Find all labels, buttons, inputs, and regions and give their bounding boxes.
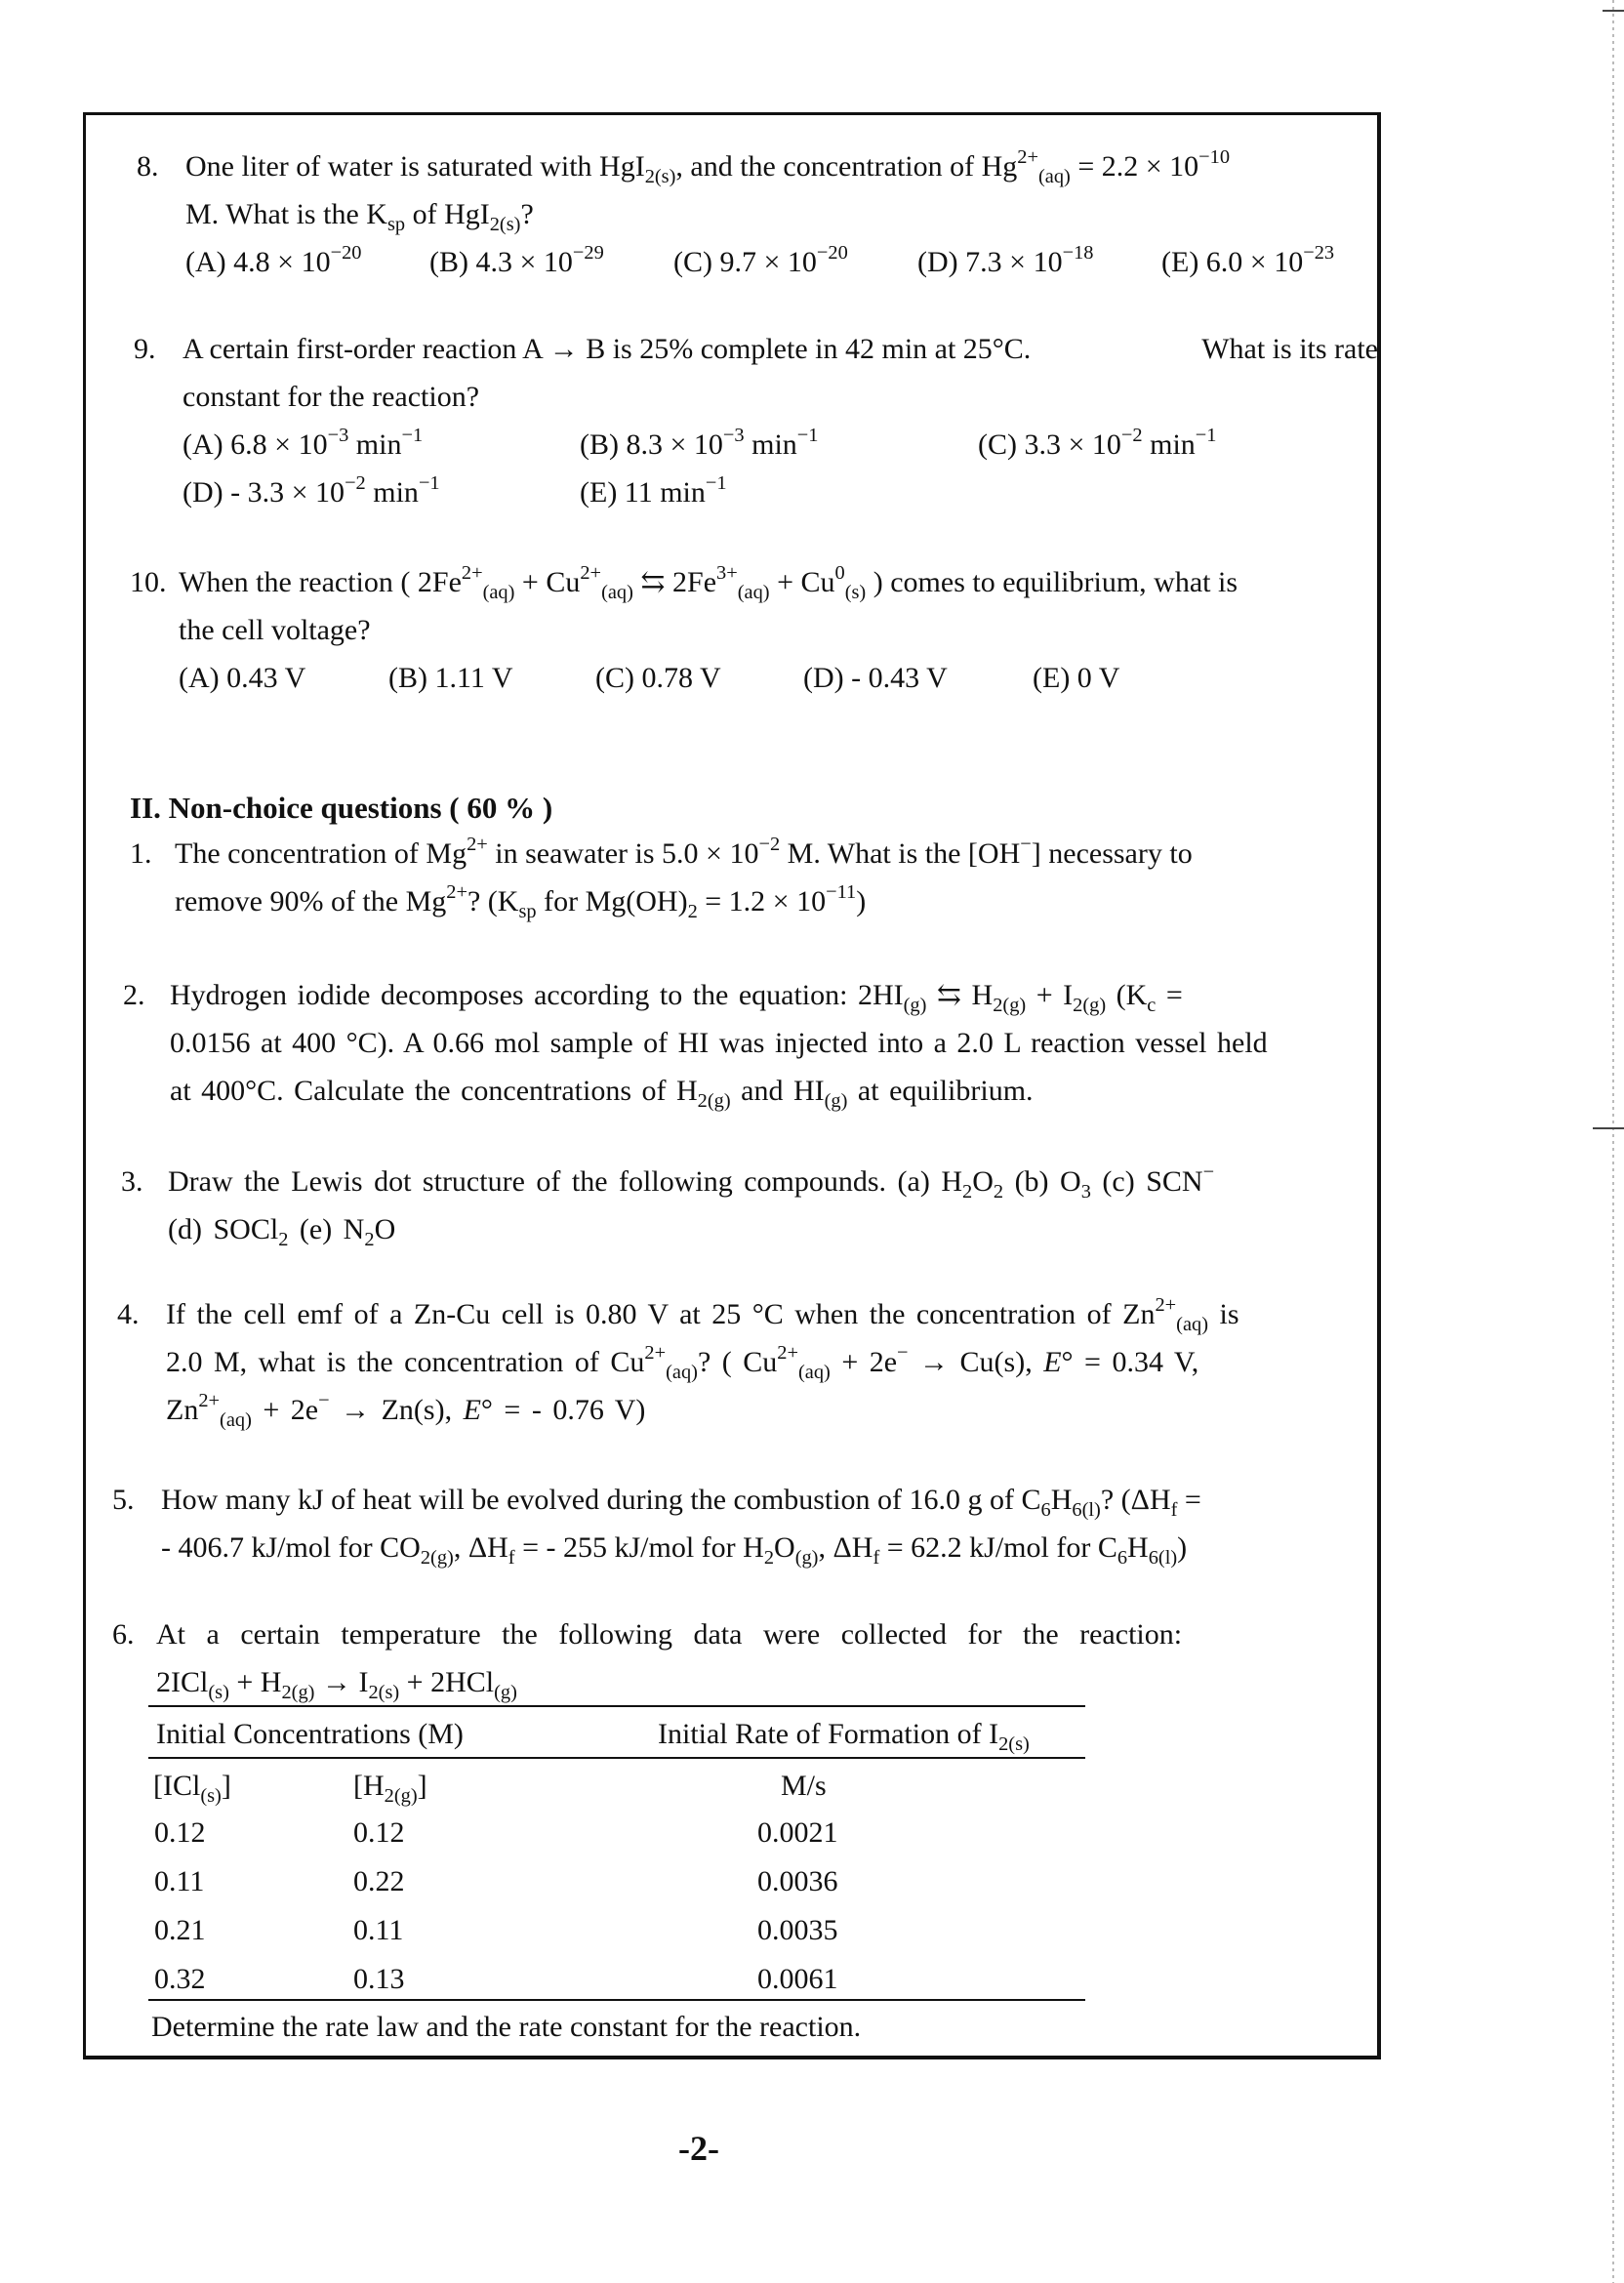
option-c: (C) $3.3 \times 10^{-2}$ $\min^{-1}$ xyxy=(978,424,1217,461)
option-a: (A) 0.43 V xyxy=(179,662,306,694)
problem-4 xyxy=(117,1290,1376,1434)
table-cell: 0.32 xyxy=(154,1963,206,1995)
question-number: 3. xyxy=(121,1165,143,1198)
question-text: remove 90% of the $Mg^{2+}$? ($K_{sp}$ for $Mg(OH)_2 = 1.2 \times 10^{-11}$) xyxy=(175,880,867,923)
scan-edge-line xyxy=(1612,0,1614,2283)
question-text: $Zn^{2+}_{(aq)} + 2e^- \to Zn(s)$, E° = - 0.76 V) xyxy=(166,1389,646,1432)
question-text: If the cell emf of a Zn-Cu cell is 0.80 V at 25 °C when the concentration of $Zn^{2+}_{(aq)}$ is xyxy=(166,1293,1239,1336)
question-text: - 406.7 kJ/mol for $CO_{2(g)}$, $\Delta H_f$ = - 255 kJ/mol for $H_2O_{(g)}$, $\Delta H_f = 62.2$ kJ/mol for $C_6H_{6(l)}$) xyxy=(161,1531,1188,1570)
table-cell: 0.22 xyxy=(353,1865,405,1897)
question-number: 9. xyxy=(134,333,156,365)
table-bottom-rule xyxy=(148,1999,1085,2001)
option-c: (C) 0.78 V xyxy=(595,662,721,694)
table-cell: 0.13 xyxy=(353,1963,405,1995)
question-text: At a certain temperature the following data were collected for the reaction: xyxy=(156,1618,1183,1651)
reaction-equation: $2ICl_{(s)} + H_{2(g)} \to I_{2(s)} + 2HCl_{(g)}$ xyxy=(156,1666,517,1704)
question-number: 2. xyxy=(123,979,145,1011)
problem-2 xyxy=(123,971,1372,1115)
problem-6 xyxy=(112,1610,1361,1706)
question-text: A certain first-order reaction A → B is 25% complete in 42 min at 25°C. What is its rate xyxy=(183,333,1378,365)
table-header-concentrations: Initial Concentrations (M) xyxy=(156,1718,464,1750)
table-top-rule xyxy=(148,1705,1085,1707)
table-header-rate: Initial Rate of Formation of $I_{2(s)}$ xyxy=(658,1718,1030,1756)
table-cell: 0.0036 xyxy=(757,1865,838,1897)
question-text: The concentration of $Mg^{2+}$ in seawater is $5.0 \times 10^{-2}$ M. What is the [OH−] necessary to xyxy=(175,833,1193,870)
column-header-icl: [ICl$_{(s)}$] xyxy=(153,1770,231,1808)
question-text: 0.0156 at 400 °C). A 0.66 mol sample of HI was injected into a 2.0 L reaction vessel held xyxy=(170,1027,1268,1059)
answer-options xyxy=(183,421,1378,469)
table-cell: 0.12 xyxy=(353,1816,405,1849)
problem-1 xyxy=(130,830,1379,925)
column-header-h2: $[H_{2(g)}]$ xyxy=(353,1770,427,1808)
option-a: (A) $4.8 \times 10^{-20}$ xyxy=(185,241,362,278)
option-d: (D) $7.3 \times 10^{-18}$ xyxy=(917,241,1094,278)
table-header-rule xyxy=(148,1757,1085,1759)
question-number: 6. xyxy=(112,1618,135,1651)
question-number: 4. xyxy=(117,1298,140,1330)
question-text: How many kJ of heat will be evolved during the combustion of 16.0 g of $C_6H_{6(l)}$? ($\Delta H_f$ = xyxy=(161,1484,1201,1522)
option-b: (B) $4.3 \times 10^{-29}$ xyxy=(429,241,604,278)
column-header-rate-unit: M/s xyxy=(781,1770,827,1802)
question-text: Hydrogen iodide decomposes according to the equation: $2HI_{(g)}$ ⇆ $H_{2(g)} + I_{2(g)}$ ($K_c$ = xyxy=(170,979,1183,1017)
problem-5 xyxy=(112,1476,1376,1571)
question-number: 5. xyxy=(112,1484,135,1516)
answer-options xyxy=(179,654,1379,702)
table-cell: 0.11 xyxy=(353,1914,404,1946)
problem-3 xyxy=(121,1158,1370,1253)
option-b: (B) $8.3 \times 10^{-3}$ $\min^{-1}$ xyxy=(580,424,819,461)
question-text: When the reaction ( $2Fe^{2+}_{(aq)} + Cu^{2+}_{(aq)}$ ⇆ $2Fe^{3+}_{(aq)} + Cu^0_{(s)}$ ) comes to equilibrium, what is xyxy=(179,561,1238,604)
question-8 xyxy=(137,143,1376,286)
option-b: (B) 1.11 V xyxy=(388,662,513,694)
question-text: at 400°C. Calculate the concentrations of $H_{2(g)}$ and $HI_{(g)}$ at equilibrium. xyxy=(170,1075,1034,1113)
question-text: 2.0 M, what is the concentration of $Cu^{2+}_{(aq)}$? ( $Cu^{2+}_{(aq)} + 2e^- \to Cu(s)$, E° = 0.34 V, xyxy=(166,1341,1199,1384)
question-text: M. What is the $K_{sp}$ of HgI$_{2(s)}$? xyxy=(185,198,534,236)
table-cell: 0.12 xyxy=(154,1816,206,1849)
question-text: Draw the Lewis dot structure of the following compounds. (a) $H_2O_2$ (b) $O_3$ (c) SCN− xyxy=(168,1161,1215,1203)
question-number: 10. xyxy=(130,566,167,598)
table-cell: 0.0021 xyxy=(757,1816,838,1849)
option-e: (E) $6.0 \times 10^{-23}$ xyxy=(1161,241,1335,278)
section-heading: II. Non-choice questions ( 60 % ) xyxy=(130,791,553,825)
option-a: (A) $6.8 \times 10^{-3}$ $\min^{-1}$ xyxy=(183,424,424,461)
answer-options xyxy=(183,469,1378,516)
option-d: (D) - 0.43 V xyxy=(803,662,948,694)
question-text: constant for the reaction? xyxy=(183,381,480,413)
table-cell: 0.21 xyxy=(154,1914,206,1946)
option-d: $(D) - 3.3 \times 10^{-2}$ $\min^{-1}$ xyxy=(183,471,440,509)
page-number: -2- xyxy=(678,2129,719,2168)
scan-edge-mark xyxy=(1603,10,1624,12)
question-text: One liter of water is saturated with HgI$_{2(s)}$, and the concentration of $Hg^{2+}_{(aq)} = 2.2 \times 10^{-10}$ xyxy=(185,145,1231,188)
question-text: the cell voltage? xyxy=(179,614,371,646)
question-9 xyxy=(134,325,1378,516)
question-number: 1. xyxy=(130,837,152,870)
question-text: (d) SOCl$_2$ (e) $N_2O$ xyxy=(168,1213,396,1251)
option-e: (E) 11 $\min^{-1}$ xyxy=(580,471,727,509)
table-footer-instruction: Determine the rate law and the rate constant for the reaction. xyxy=(151,2011,862,2043)
question-number: 8. xyxy=(137,150,159,183)
option-e: (E) 0 V xyxy=(1033,662,1120,694)
question-10 xyxy=(130,558,1379,702)
answer-options xyxy=(185,238,1376,286)
option-c: (C) $9.7 \times 10^{-20}$ xyxy=(673,241,848,278)
table-cell: 0.0061 xyxy=(757,1963,838,1995)
scan-edge-mark xyxy=(1593,1127,1624,1129)
table-cell: 0.11 xyxy=(154,1865,205,1897)
table-cell: 0.0035 xyxy=(757,1914,838,1946)
